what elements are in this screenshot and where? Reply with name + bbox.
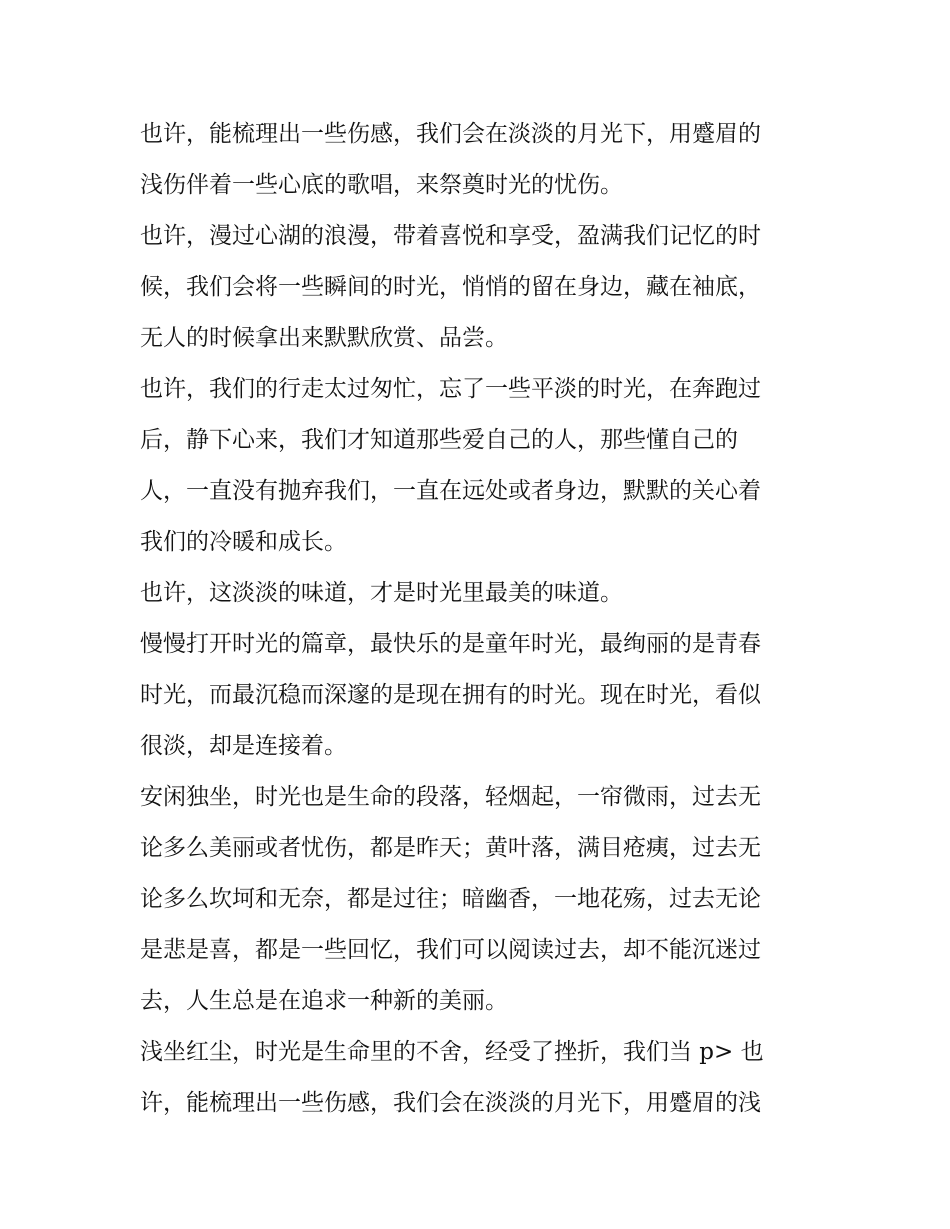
text-line: 无人的时候拿出来默默欣赏、品尝。	[140, 325, 508, 351]
text-line: 是悲是喜，都是一些回忆，我们可以阅读过去，却不能沉迷过	[140, 937, 761, 963]
text-line: 论多么坎坷和无奈，都是过往；暗幽香，一地花殇，过去无论	[140, 886, 761, 912]
document-body	[140, 109, 816, 1129]
text-line: 安闲独坐，时光也是生命的段落，轻烟起，一帘微雨，过去无	[140, 784, 761, 810]
text-line: 也许，这淡淡的味道，才是时光里最美的味道。	[140, 580, 623, 606]
text-line: 人，一直没有抛弃我们，一直在远处或者身边，默默的关心着	[140, 478, 761, 504]
text-line: 慢慢打开时光的篇章，最快乐的是童年时光，最绚丽的是青春	[140, 631, 761, 657]
text-line: 论多么美丽或者忧伤，都是昨天；黄叶落，满目疮痍，过去无	[140, 835, 761, 861]
text-line: 我们的冷暖和成长。	[140, 529, 347, 555]
text-line: 时光，而最沉稳而深邃的是现在拥有的时光。现在时光，看似	[140, 682, 761, 708]
text-line: 候，我们会将一些瞬间的时光，悄悄的留在身边，藏在袖底，	[140, 274, 761, 300]
text-line: 很淡，却是连接着。	[140, 733, 347, 759]
text-line: 也许，我们的行走太过匆忙，忘了一些平淡的时光，在奔跑过	[140, 376, 761, 402]
text-line: 浅伤伴着一些心底的歌唱，来祭奠时光的忧伤。	[140, 172, 623, 198]
text-line: 许，能梳理出一些伤感，我们会在淡淡的月光下，用蹙眉的浅	[140, 1090, 761, 1116]
text-line: 后，静下心来，我们才知道那些爱自己的人，那些懂自己的	[140, 427, 738, 453]
text-line: 也许，能梳理出一些伤感，我们会在淡淡的月光下，用蹙眉的	[140, 121, 761, 147]
text-line: 浅坐红尘，时光是生命里的不舍，经受了挫折，我们当 p> 也	[140, 1039, 764, 1065]
text-line: 也许，漫过心湖的浪漫，带着喜悦和享受，盈满我们记忆的时	[140, 223, 761, 249]
text-line: 去，人生总是在追求一种新的美丽。	[140, 988, 508, 1014]
